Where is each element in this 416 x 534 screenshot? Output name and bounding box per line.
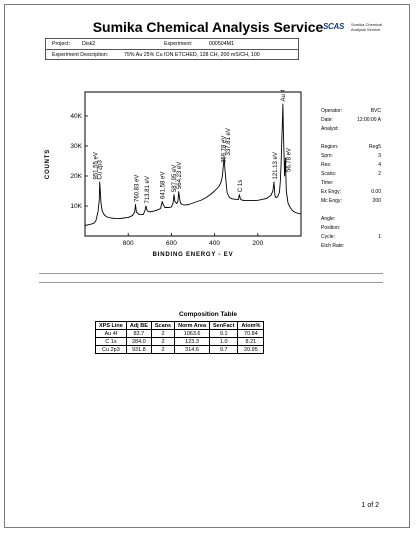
parameter-key: Ex Engy:: [321, 189, 342, 195]
table-cell: Cu 2p3: [96, 346, 127, 354]
peak-label: Au 4f: [280, 90, 287, 102]
table-cell: 123.3: [175, 338, 210, 346]
column-header: XPS Line: [96, 322, 127, 330]
column-header: Adj BE: [126, 322, 151, 330]
y-tick-label: 10K: [70, 203, 82, 210]
table-row: [96, 338, 264, 346]
spectrum-line: [85, 104, 301, 226]
table-cell: 9.1: [210, 330, 238, 338]
parameter-value: 12:00:00 A: [357, 117, 381, 123]
table-cell: 20.95: [238, 346, 264, 354]
table-cell: 70.84: [238, 330, 264, 338]
parameter-row: [321, 189, 381, 195]
parameter-key: Res:: [321, 162, 332, 168]
peak-label: 56.78 eV: [286, 147, 293, 172]
parameter-key: Time:: [321, 180, 334, 186]
x-tick-label: 600: [165, 240, 177, 247]
peak-label: 587.95 eV: [172, 164, 179, 193]
experiment-label: Experiment:: [164, 41, 193, 47]
parameter-value: Reg5: [369, 144, 381, 150]
report-page: [4, 4, 410, 528]
table-cell: 931.8: [126, 346, 151, 354]
parameter-key: Analyst:: [321, 126, 339, 132]
column-header: Scans: [151, 322, 174, 330]
parameter-value: 2: [378, 171, 381, 177]
peak-label: 951.55 eV: [93, 152, 100, 180]
info-divider: [46, 49, 298, 50]
page-number: 1 of 2: [361, 502, 379, 509]
y-tick-label: 40K: [70, 113, 82, 120]
peak-label: C 1s: [238, 179, 245, 193]
parameter-key: Date:: [321, 117, 333, 123]
experiment-info-box: [45, 38, 299, 60]
parameter-key: Etch Rate:: [321, 243, 345, 249]
parameter-row: [321, 135, 381, 141]
peak-label: Cu 2p3: [97, 160, 104, 180]
spectrum-svg: [41, 90, 303, 270]
table-cell: 8.21: [238, 338, 264, 346]
xps-spectrum-chart: [41, 90, 303, 270]
parameter-value: BVC: [370, 108, 381, 114]
x-tick-label: 400: [209, 240, 221, 247]
table-row: [96, 346, 264, 354]
parameter-row: [321, 126, 381, 132]
parameter-value: 200: [372, 198, 381, 204]
parameter-value: 1: [378, 234, 381, 240]
peak-label: 564.23 eV: [177, 161, 184, 190]
column-header: SenFact: [210, 322, 238, 330]
section-divider-bottom: [39, 282, 383, 283]
parameter-row: [321, 216, 381, 222]
parameter-key: Mc Engy:: [321, 198, 342, 204]
experiment-value: 000504M1: [209, 41, 235, 47]
report-title: Sumika Chemical Analysis Service: [92, 19, 324, 35]
description-label: Experiment Description:: [52, 52, 109, 58]
project-value: Disk2: [82, 41, 96, 47]
parameter-row: [321, 243, 381, 249]
parameter-row: [321, 225, 381, 231]
parameter-row: [321, 198, 381, 204]
column-header: Atom%: [238, 322, 264, 330]
peak-label: 359.78 eV: [221, 135, 228, 163]
section-divider-top: [39, 273, 383, 274]
parameter-row: [321, 234, 381, 240]
column-header: Norm Area: [175, 322, 210, 330]
composition-table-title: Composition Table: [178, 311, 238, 318]
table-cell: C 1s: [96, 338, 127, 346]
parameter-value: 3: [378, 153, 381, 159]
parameter-row: [321, 162, 381, 168]
table-cell: 314.6: [175, 346, 210, 354]
y-tick-label: 30K: [70, 143, 82, 150]
table-cell: Au 4f: [96, 330, 127, 338]
table-cell: 2: [151, 338, 174, 346]
project-label: Project:: [52, 41, 70, 47]
parameter-key: Cycle:: [321, 234, 335, 240]
peak-label: 760.83 eV: [134, 174, 141, 202]
y-axis-label: COUNTS: [45, 148, 51, 180]
x-tick-label: 200: [252, 240, 264, 247]
plot-frame: [85, 92, 301, 236]
parameter-row: [321, 108, 381, 114]
composition-table: [95, 321, 264, 354]
x-tick-label: 800: [122, 240, 134, 247]
table-cell: 83.7: [126, 330, 151, 338]
table-cell: 9.7: [210, 346, 238, 354]
composition-body: [96, 330, 264, 354]
parameter-key: Operator:: [321, 108, 343, 114]
table-cell: 284.0: [126, 338, 151, 346]
parameter-key: Position:: [321, 225, 341, 231]
table-cell: 1.0: [210, 338, 238, 346]
table-cell: 1063.6: [175, 330, 210, 338]
y-tick-label: 20K: [70, 173, 82, 180]
parameter-row: [321, 207, 381, 213]
peak-label: 337.81 eV: [226, 128, 233, 156]
table-cell: 2: [151, 330, 174, 338]
peak-label: 641.58 eV: [160, 171, 167, 199]
parameter-value: 0.00: [371, 189, 381, 195]
peak-label: 713.81 eV: [144, 176, 151, 204]
logo-mark: SCAS: [323, 22, 345, 31]
table-row: [96, 330, 264, 338]
parameter-key: Angle:: [321, 216, 336, 222]
composition-header-row: [96, 322, 264, 330]
parameter-key: Scans:: [321, 171, 337, 177]
description-value: 75% Au 25% Cu ION ETCHED, 128 CH, 200 mS/CH, 100: [124, 52, 260, 58]
parameter-row: [321, 180, 381, 186]
parameter-value: 4: [378, 162, 381, 168]
parameter-row: [321, 153, 381, 159]
parameter-row: [321, 144, 381, 150]
parameter-row: [321, 171, 381, 177]
peak-label: 121.13 eV: [272, 152, 279, 180]
parameter-key: Sprn:: [321, 153, 333, 159]
parameter-key: Region:: [321, 144, 339, 150]
table-cell: 2: [151, 346, 174, 354]
parameter-row: [321, 117, 381, 123]
x-axis-label: BINDING ENERGY - EV: [152, 252, 234, 258]
logo-text: Sumika Chemical Analysis Service: [351, 22, 383, 32]
